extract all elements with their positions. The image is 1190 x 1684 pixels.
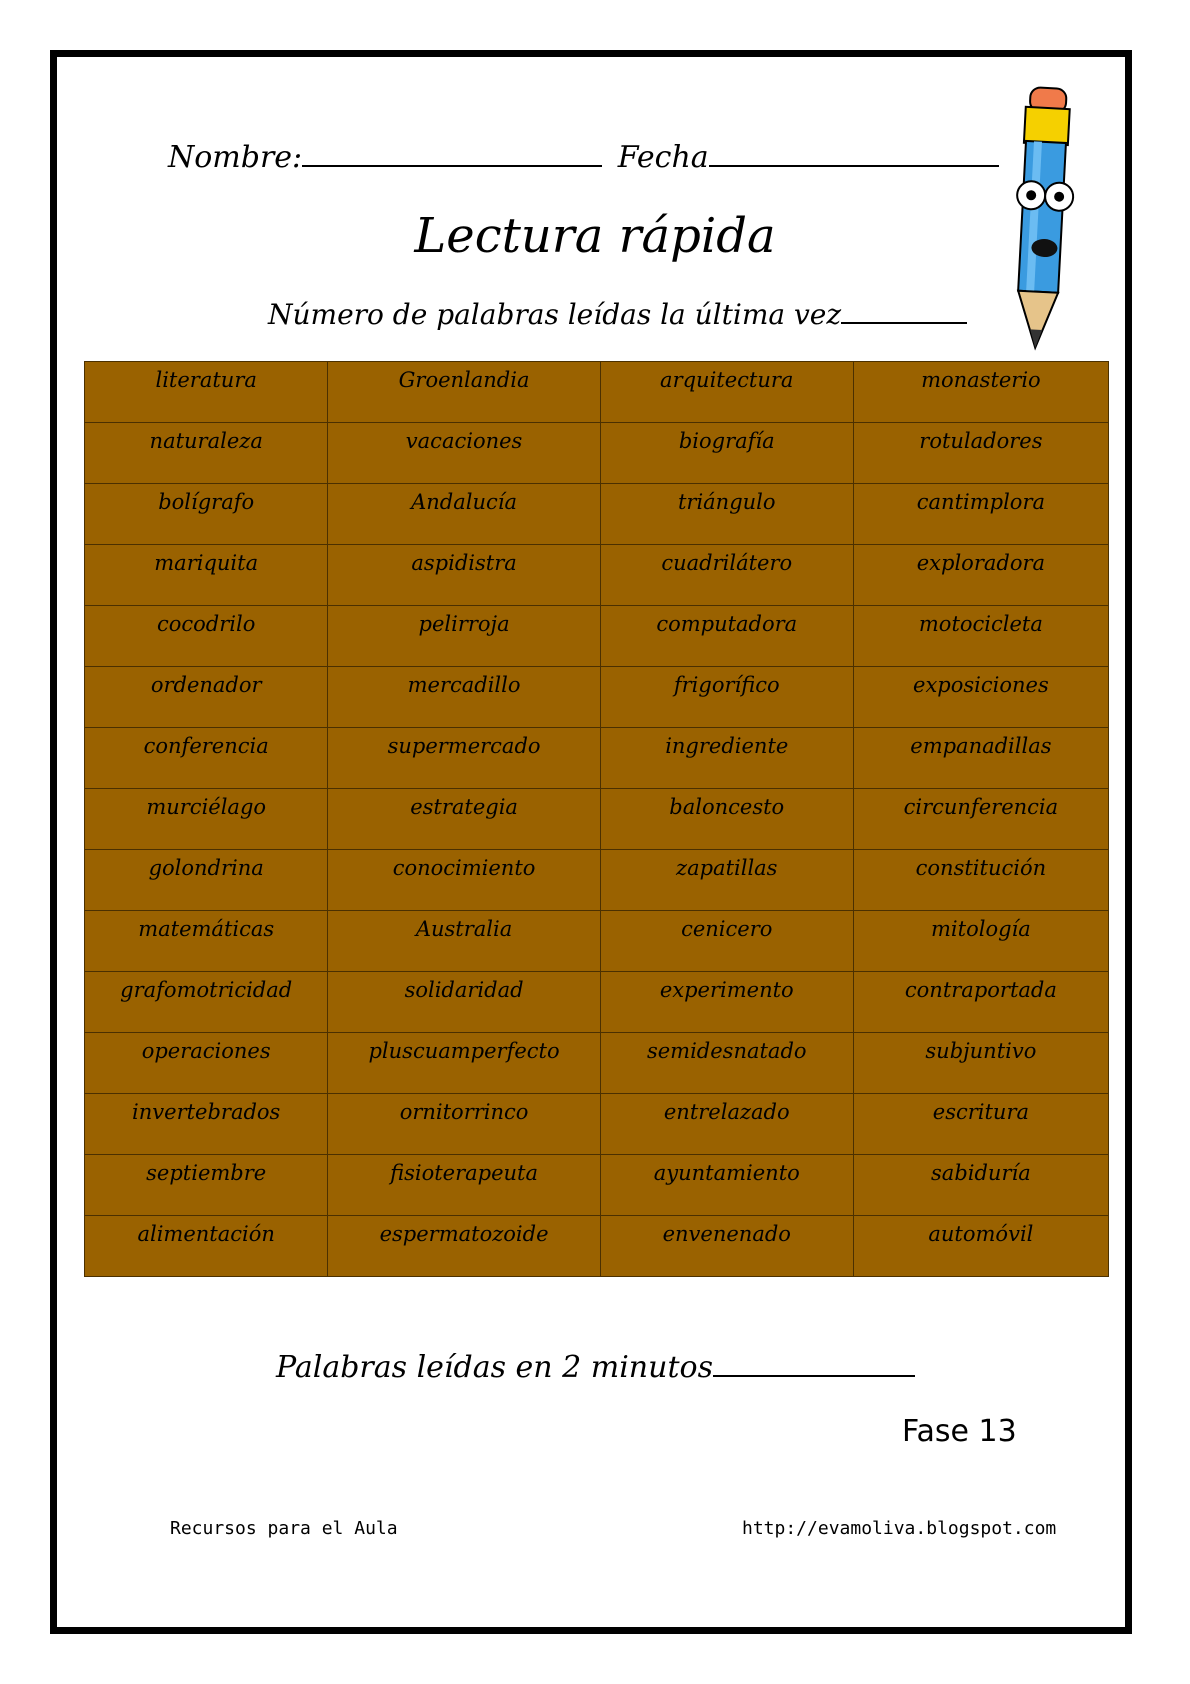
credit-left: Recursos para el Aula: [170, 1518, 398, 1539]
word-cell: monasterio: [853, 362, 1108, 423]
word-cell: golondrina: [85, 850, 328, 911]
word-cell: entrelazado: [600, 1094, 853, 1155]
table-row: [85, 606, 1109, 667]
word-cell: exposiciones: [853, 667, 1108, 728]
table-row: [85, 789, 1109, 850]
word-cell: triángulo: [600, 484, 853, 545]
table-row: [85, 911, 1109, 972]
table-row: [85, 667, 1109, 728]
pencil-mascot-icon: [1000, 78, 1090, 363]
word-cell: vacaciones: [328, 423, 600, 484]
table-row: [85, 362, 1109, 423]
word-cell: cenicero: [600, 911, 853, 972]
header-line: [168, 140, 999, 175]
word-cell: semidesnatado: [600, 1033, 853, 1094]
word-cell: alimentación: [85, 1216, 328, 1277]
word-cell: ordenador: [85, 667, 328, 728]
word-cell: matemáticas: [85, 911, 328, 972]
table-row: [85, 1033, 1109, 1094]
word-cell: contraportada: [853, 972, 1108, 1033]
word-cell: circunferencia: [853, 789, 1108, 850]
palabras-label: Palabras leídas en 2 minutos: [276, 1350, 713, 1385]
word-cell: naturaleza: [85, 423, 328, 484]
word-cell: arquitectura: [600, 362, 853, 423]
table-row: [85, 1216, 1109, 1277]
word-cell: operaciones: [85, 1033, 328, 1094]
nombre-field[interactable]: [302, 143, 602, 167]
word-cell: septiembre: [85, 1155, 328, 1216]
footer-line: [276, 1350, 915, 1385]
word-cell: espermatozoide: [328, 1216, 600, 1277]
word-cell: automóvil: [853, 1216, 1108, 1277]
word-cell: Groenlandia: [328, 362, 600, 423]
word-cell: mariquita: [85, 545, 328, 606]
word-cell: exploradora: [853, 545, 1108, 606]
word-cell: envenenado: [600, 1216, 853, 1277]
table-row: [85, 850, 1109, 911]
word-cell: cuadrilátero: [600, 545, 853, 606]
word-cell: supermercado: [328, 728, 600, 789]
word-cell: cantimplora: [853, 484, 1108, 545]
credit-link[interactable]: http://evamoliva.blogspot.com: [742, 1518, 1057, 1539]
table-row: [85, 728, 1109, 789]
word-cell: ayuntamiento: [600, 1155, 853, 1216]
word-cell: mitología: [853, 911, 1108, 972]
word-cell: motocicleta: [853, 606, 1108, 667]
table-row: [85, 484, 1109, 545]
subtitle-line: [268, 298, 967, 331]
nombre-label: Nombre:: [168, 140, 303, 175]
word-cell: cocodrilo: [85, 606, 328, 667]
table-row: [85, 1094, 1109, 1155]
word-cell: literatura: [85, 362, 328, 423]
fecha-field[interactable]: [709, 143, 999, 167]
word-cell: sabiduría: [853, 1155, 1108, 1216]
table-row: [85, 972, 1109, 1033]
subtitle-label: Número de palabras leídas la última vez: [268, 298, 842, 331]
word-cell: solidaridad: [328, 972, 600, 1033]
word-cell: escritura: [853, 1094, 1108, 1155]
word-cell: subjuntivo: [853, 1033, 1108, 1094]
word-cell: conocimiento: [328, 850, 600, 911]
word-cell: Andalucía: [328, 484, 600, 545]
word-cell: conferencia: [85, 728, 328, 789]
word-cell: aspidistra: [328, 545, 600, 606]
word-cell: invertebrados: [85, 1094, 328, 1155]
word-cell: murciélago: [85, 789, 328, 850]
word-cell: estrategia: [328, 789, 600, 850]
word-cell: pluscuamperfecto: [328, 1033, 600, 1094]
word-cell: ornitorrinco: [328, 1094, 600, 1155]
page-title: Lectura rápida: [414, 208, 776, 264]
word-cell: mercadillo: [328, 667, 600, 728]
table-row: [85, 1155, 1109, 1216]
last-count-field[interactable]: [841, 300, 967, 324]
word-cell: rotuladores: [853, 423, 1108, 484]
word-cell: constitución: [853, 850, 1108, 911]
word-cell: computadora: [600, 606, 853, 667]
word-cell: ingrediente: [600, 728, 853, 789]
word-cell: frigorífico: [600, 667, 853, 728]
table-row: [85, 545, 1109, 606]
words-table: [84, 361, 1109, 1277]
word-cell: experimento: [600, 972, 853, 1033]
word-cell: fisioterapeuta: [328, 1155, 600, 1216]
table-row: [85, 423, 1109, 484]
fase-label: Fase 13: [902, 1414, 1017, 1449]
words-read-field[interactable]: [713, 1353, 915, 1377]
word-cell: pelirroja: [328, 606, 600, 667]
word-cell: bolígrafo: [85, 484, 328, 545]
word-cell: zapatillas: [600, 850, 853, 911]
word-cell: grafomotricidad: [85, 972, 328, 1033]
word-cell: empanadillas: [853, 728, 1108, 789]
word-cell: biografía: [600, 423, 853, 484]
word-cell: baloncesto: [600, 789, 853, 850]
fecha-label: Fecha: [617, 140, 709, 175]
word-cell: Australia: [328, 911, 600, 972]
